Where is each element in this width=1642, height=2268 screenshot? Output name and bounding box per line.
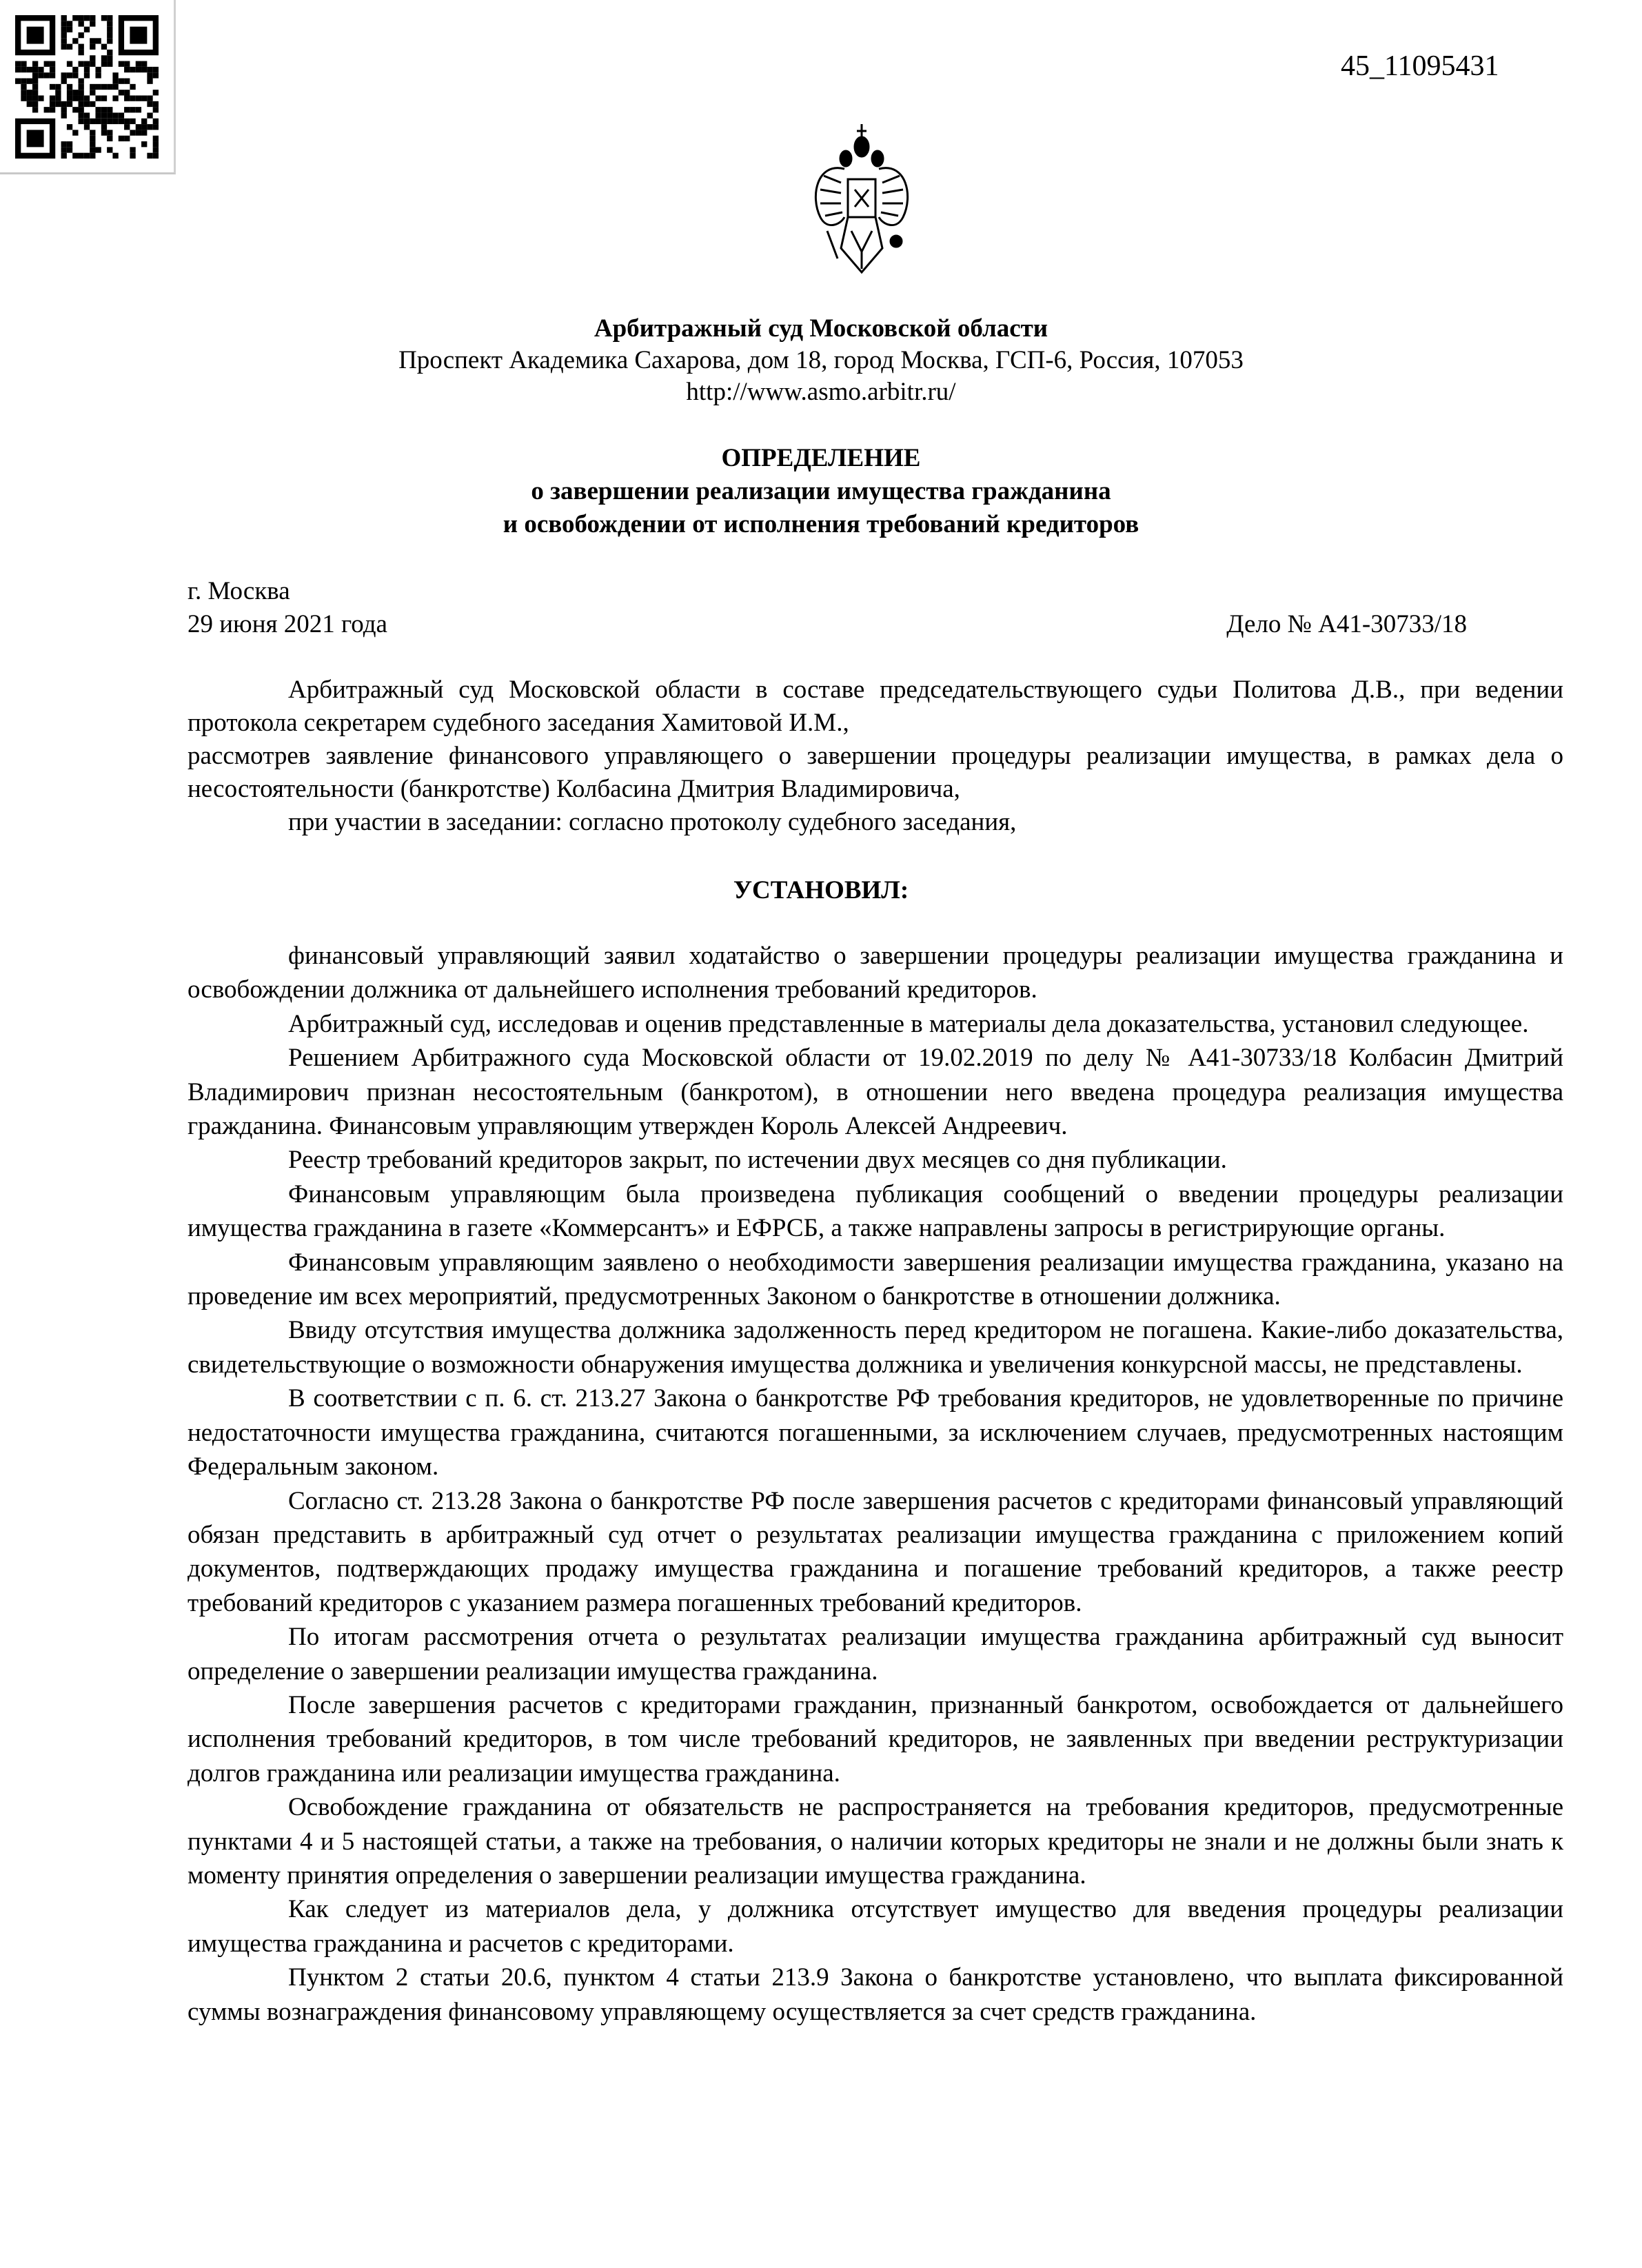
court-name: Арбитражный суд Московской области (594, 314, 1048, 343)
intro-paragraph: при участии в заседании: согласно протоколу судебного заседания, (288, 808, 1017, 836)
body-paragraph: Арбитражный суд, исследовав и оценив представленные в материалы дела доказательства, установил следующее. (288, 1009, 1529, 1038)
case-number: Дело № А41-30733/18 (1226, 610, 1467, 638)
body-paragraph: Как следует из материалов дела, у должника отсутствует имущество для введения процедуры реализации имущества гражданина и расчетов с кредиторами. (187, 1895, 1563, 1958)
document-title: ОПРЕДЕЛЕНИЕ (721, 444, 921, 472)
body-paragraph: В соответствии с п. 6. ст. 213.27 Закона о банкротстве РФ требования кредиторов, не удовлетворенные по причине недостаточности имущества гражданина, считаются погашенными, за исключением случаев, предусмотренных настоящим Федеральным законом. (187, 1384, 1563, 1481)
qr-code (0, 0, 176, 174)
coat-of-arms-icon (803, 121, 920, 279)
body-paragraph: Освобождение гражданина от обязательств не распространяется на требования кредиторов, предусмотренные пунктами 4 и 5 настоящей статьи, а также на требования, о наличии которых кредиторы не знали и не должны были знать к моменту принятия определения о завершении реализации имущества гражданина. (187, 1793, 1563, 1890)
qr-code-icon (15, 15, 159, 159)
document-subtitle-line1: о завершении реализации имущества гражданина (531, 477, 1111, 505)
document-number: 45_11095431 (1341, 50, 1499, 82)
body-paragraph: Финансовым управляющим заявлено о необходимости завершения реализации имущества гражданина, указано на проведение им всех мероприятий, предусмотренных Законом о банкротстве в отношении должника. (187, 1248, 1563, 1311)
established-heading: УСТАНОВИЛ: (733, 876, 909, 904)
body-paragraph: финансовый управляющий заявил ходатайство о завершении процедуры реализации имущества гражданина и освобождении должника от дальнейшего исполнения требований кредиторов. (187, 942, 1563, 1004)
court-address: Проспект Академика Сахарова, дом 18, город Москва, ГСП-6, Россия, 107053 (398, 346, 1244, 374)
body-paragraph: Согласно ст. 213.28 Закона о банкротстве РФ после завершения расчетов с кредиторами финансовый управляющий обязан представить в арбитражный суд отчет о результатах реализации имущества гражданина с приложением копий документов, подтверждающих продажу имущества гражданина и погашение требований кредиторов, а также реестр требований кредиторов с указанием размера погашенных требований кредиторов. (187, 1486, 1563, 1617)
body-paragraph: Решением Арбитражного суда Московской области от 19.02.2019 по делу № А41-30733/18 Колбасин Дмитрий Владимирович признан несостоятельным (банкротом), в отношении него введена процедура реализация имущества гражданина. Финансовым управляющим утвержден Король Алексей Андреевич. (187, 1044, 1563, 1141)
city: г. Москва (187, 577, 290, 605)
body-paragraph: Ввиду отсутствия имущества должника задолженность перед кредитором не погашена. Какие-либо доказательства, свидетельствующие о возможности обнаружения имущества должника и увеличения конкурсной массы, не представлены. (187, 1316, 1563, 1379)
intro-paragraph: рассмотрев заявление финансового управляющего о завершении процедуры реализации имущества, в рамках дела о несостоятельности (банкротстве) Колбасина Дмитрия Владимировича, (187, 742, 1563, 803)
intro-section (187, 674, 1563, 839)
body-paragraph: После завершения расчетов с кредиторами гражданин, признанный банкротом, освобождается от дальнейшего исполнения требований кредиторов, в том числе требований кредиторов, не заявленных при введении реструктуризации долгов гражданина или реализации имущества гражданина. (187, 1690, 1563, 1788)
city-date-block (187, 575, 387, 641)
document-subtitle-line2: и освобождении от исполнения требований кредиторов (503, 510, 1139, 538)
date: 29 июня 2021 года (187, 610, 387, 638)
established-section (187, 939, 1563, 2029)
body-paragraph: Финансовым управляющим была произведена публикация сообщений о введении процедуры реализации имущества гражданина в газете «Коммерсантъ» и ЕФРСБ, а также направлены запросы в регистрирующие органы. (187, 1179, 1563, 1243)
court-url[interactable]: http://www.asmo.arbitr.ru/ (686, 378, 956, 406)
body-paragraph: Реестр требований кредиторов закрыт, по истечении двух месяцев со дня публикации. (288, 1146, 1227, 1175)
body-paragraph: Пунктом 2 статьи 20.6, пунктом 4 статьи 213.9 Закона о банкротстве установлено, что выплата фиксированной суммы вознаграждения финансовому управляющему осуществляется за счет средств гражданина. (187, 1963, 1563, 2026)
intro-paragraph: Арбитражный суд Московской области в составе председательствующего судьи Политова Д.В., при ведении протокола секретарем судебного заседания Хамитовой И.М., (187, 676, 1563, 737)
body-paragraph: По итогам рассмотрения отчета о результатах реализации имущества гражданина арбитражный суд выносит определение о завершении реализации имущества гражданина. (187, 1623, 1563, 1685)
